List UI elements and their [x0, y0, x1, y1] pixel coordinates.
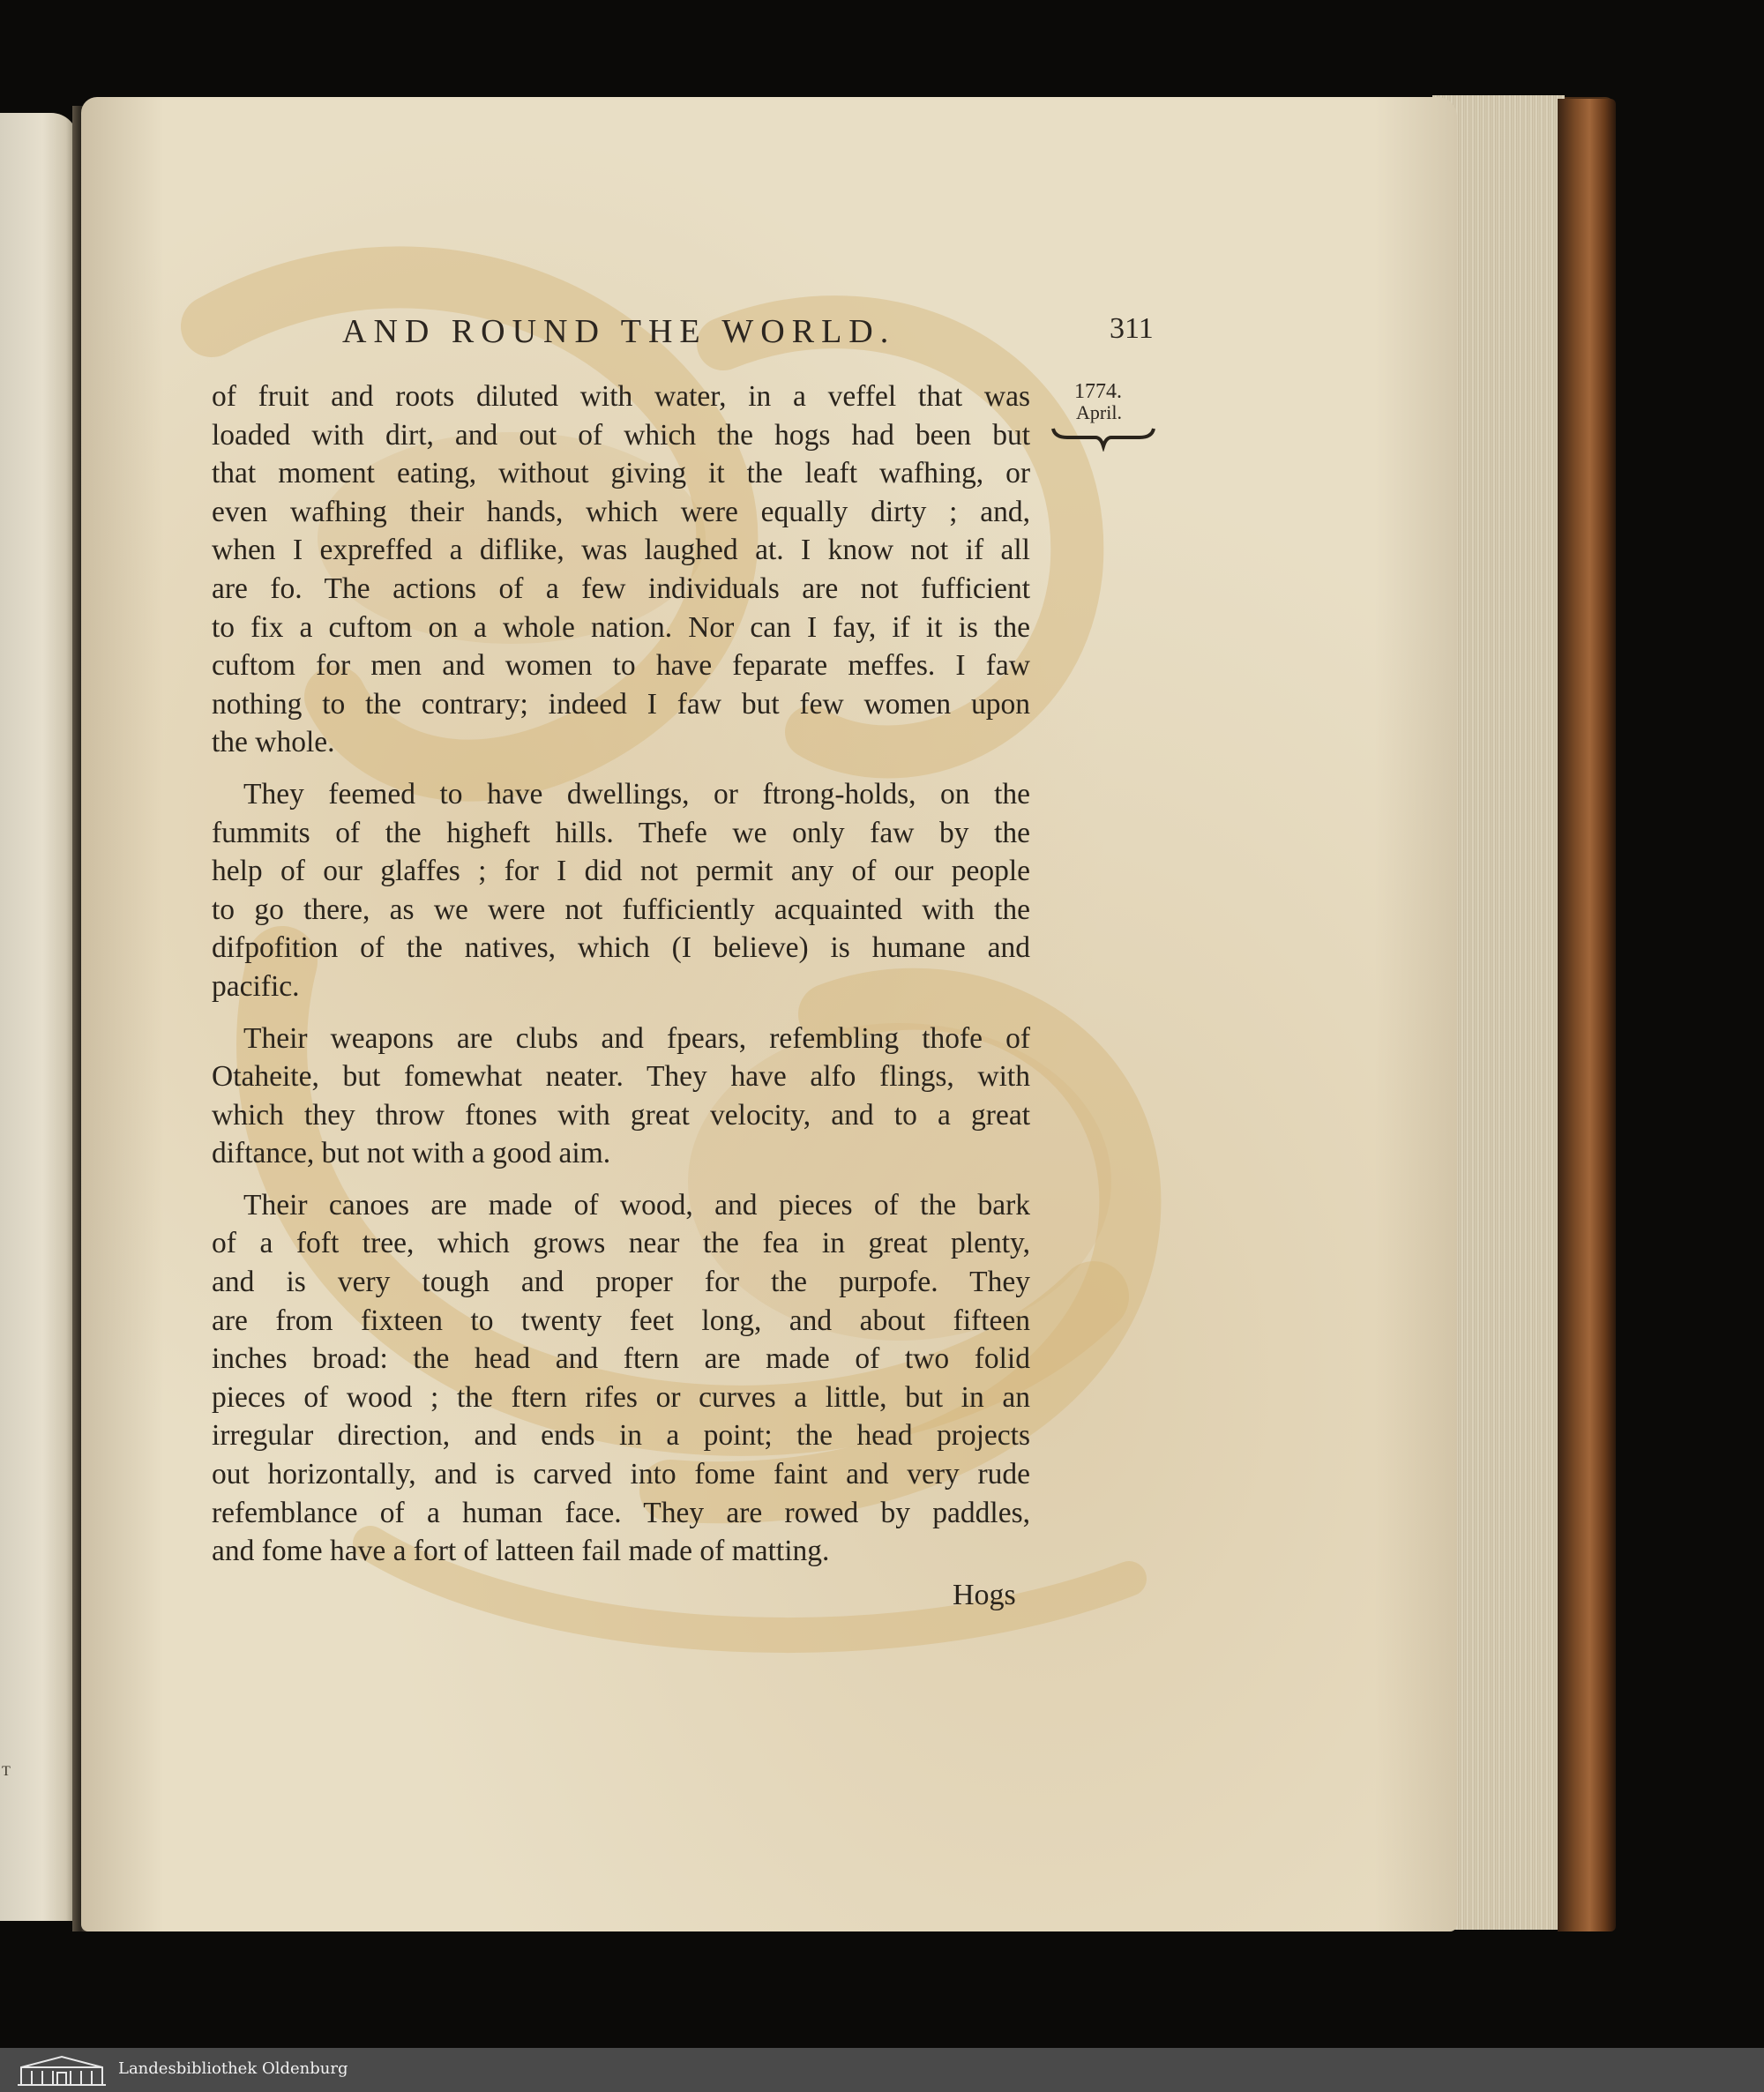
paragraph-1: [212, 377, 1030, 762]
library-building-icon: [16, 2053, 108, 2087]
text-line: loaded with dirt, and out of which the hogs had been but: [212, 418, 1030, 452]
text-line: Their canoes are made of wood, and pieces of the bark: [243, 1188, 1030, 1222]
text-line: are fo. The actions of a few individuals are not fufficient: [212, 572, 1030, 605]
text-line: when I expreffed a diflike, was laughed at. I know not if all: [212, 534, 1030, 567]
margin-brace-icon: [1050, 425, 1157, 452]
text-line: which they throw ftones with great velocity, and to a great: [212, 1098, 1030, 1132]
text-line: to go there, as we were not fufficiently acquainted with the: [212, 893, 1030, 926]
footer-bar: [0, 2048, 1764, 2092]
text-line: are from fixteen to twenty feet long, and about fifteen: [212, 1304, 1030, 1337]
text-line: inches broad: the head and ftern are made of two folid: [212, 1342, 1030, 1376]
book-cover-spine: [1558, 99, 1616, 1931]
text-line: even wafhing their hands, which were equally dirty ; and,: [212, 495, 1030, 528]
text-line: Otaheite, but fomewhat neater. They have alfo flings, with: [212, 1060, 1030, 1094]
body-text: [212, 377, 1030, 1571]
left-page-fragment: T: [2, 1764, 11, 1779]
left-page-edge: [0, 113, 78, 1921]
text-line: of fruit and roots diluted with water, in a veffel that was: [212, 380, 1030, 413]
text-line: that moment eating, without giving it the leaft wafhing, or: [212, 457, 1030, 490]
text-line: the whole.: [212, 726, 335, 759]
page-number: 311: [1110, 312, 1154, 345]
text-line: pieces of wood ; the ftern rifes or curves a little, but in an: [212, 1380, 1030, 1414]
margin-note-month: April.: [1076, 401, 1122, 423]
text-line: out horizontally, and is carved into fome faint and very rude: [212, 1458, 1030, 1491]
text-line: diftance, but not with a good aim.: [212, 1137, 611, 1170]
text-line: of a foft tree, which grows near the fea in great plenty,: [212, 1227, 1030, 1260]
catchword: Hogs: [953, 1579, 1016, 1611]
text-line: help of our glaffes ; for I did not permit any of our people: [212, 855, 1030, 888]
text-line: to fix a cuftom on a whole nation. Nor can I fay, if it is the: [212, 610, 1030, 644]
text-line: nothing to the contrary; indeed I faw but few women upon: [212, 687, 1030, 721]
text-line: fummits of the higheft hills. Thefe we only faw by the: [212, 816, 1030, 849]
margin-note-year: 1774.: [1074, 380, 1122, 403]
running-head: AND ROUND THE WORLD.: [342, 313, 896, 350]
text-line: refemblance of a human face. They are rowed by paddles,: [212, 1496, 1030, 1529]
text-line: difpofition of the natives, which (I believe) is humane and: [212, 931, 1030, 965]
text-line: and fome have a fort of latteen fail made of matting.: [212, 1535, 830, 1568]
text-line: They feemed to have dwellings, or ftrong-holds, on the: [243, 777, 1030, 811]
text-line: and is very tough and proper for the purpofe. They: [212, 1266, 1030, 1299]
text-line: cuftom for men and women to have feparate meffes. I faw: [212, 649, 1030, 683]
text-line: Their weapons are clubs and fpears, refembling thofe of: [243, 1021, 1030, 1055]
text-line: pacific.: [212, 969, 300, 1003]
paragraph-3: [212, 1020, 1030, 1173]
paragraph-2: [212, 775, 1030, 1006]
text-line: irregular direction, and ends in a point; the head projects: [212, 1419, 1030, 1453]
library-name: Landesbibliothek Oldenburg: [118, 2059, 348, 2078]
paragraph-4: [212, 1186, 1030, 1571]
